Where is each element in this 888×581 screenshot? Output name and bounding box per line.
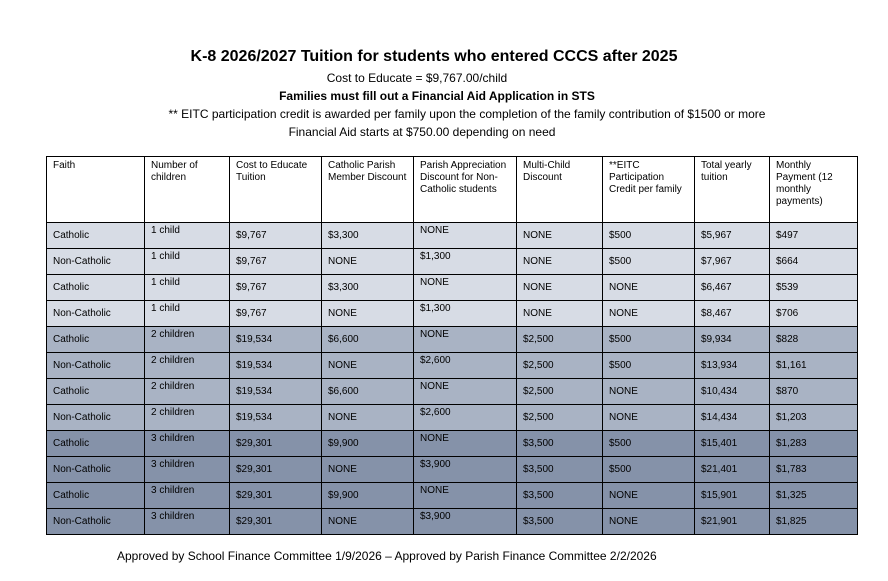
table-cell: 1 child <box>145 275 230 301</box>
table-cell: NONE <box>322 457 414 483</box>
table-cell: $3,300 <box>322 275 414 301</box>
table-row <box>47 405 858 431</box>
table-cell: $1,203 <box>770 405 858 431</box>
table-cell: $1,161 <box>770 353 858 379</box>
table-cell: 2 children <box>145 353 230 379</box>
table-cell: Catholic <box>47 327 145 353</box>
table-cell: $5,967 <box>695 223 770 249</box>
col-faith: Faith <box>47 157 145 223</box>
col-catholic-parish-discount: Catholic Parish Member Discount <box>322 157 414 223</box>
table-cell: $870 <box>770 379 858 405</box>
table-cell: $2,600 <box>414 405 517 431</box>
table-cell: Non-Catholic <box>47 301 145 327</box>
financial-aid-requirement: Families must fill out a Financial Aid Application in STS <box>279 89 595 103</box>
table-cell: NONE <box>603 509 695 535</box>
table-cell: $500 <box>603 431 695 457</box>
table-cell: $15,901 <box>695 483 770 509</box>
table-cell: NONE <box>414 275 517 301</box>
table-cell: $539 <box>770 275 858 301</box>
table-cell: $1,825 <box>770 509 858 535</box>
table-cell: 1 child <box>145 249 230 275</box>
table-cell: $500 <box>603 223 695 249</box>
table-cell: NONE <box>414 223 517 249</box>
table-row <box>47 353 858 379</box>
table-cell: Non-Catholic <box>47 249 145 275</box>
table-cell: $500 <box>603 457 695 483</box>
table-cell: 1 child <box>145 223 230 249</box>
table-cell: $2,500 <box>517 405 603 431</box>
table-cell: $15,401 <box>695 431 770 457</box>
col-monthly-payment: Monthly Payment (12 monthly payments) <box>770 157 858 223</box>
table-cell: $3,300 <box>322 223 414 249</box>
table-cell: $1,783 <box>770 457 858 483</box>
table-cell: $9,767 <box>230 275 322 301</box>
table-cell: $2,600 <box>414 353 517 379</box>
col-parish-appreciation-discount: Parish Appreciation Discount for Non-Catholic students <box>414 157 517 223</box>
table-cell: $19,534 <box>230 379 322 405</box>
table-row <box>47 379 858 405</box>
table-cell: $10,434 <box>695 379 770 405</box>
table-cell: $3,900 <box>414 457 517 483</box>
table-cell: $6,600 <box>322 379 414 405</box>
table-cell: Non-Catholic <box>47 405 145 431</box>
table-cell: $3,500 <box>517 483 603 509</box>
table-cell: NONE <box>414 483 517 509</box>
table-cell: $9,767 <box>230 301 322 327</box>
table-cell: $9,767 <box>230 249 322 275</box>
table-cell: NONE <box>517 223 603 249</box>
table-cell: $9,767 <box>230 223 322 249</box>
col-number-of-children: Number of children <box>145 157 230 223</box>
table-cell: NONE <box>414 327 517 353</box>
table-cell: NONE <box>322 353 414 379</box>
table-cell: Catholic <box>47 483 145 509</box>
table-row <box>47 483 858 509</box>
table-cell: $500 <box>603 249 695 275</box>
table-cell: 2 children <box>145 379 230 405</box>
approval-footer: Approved by School Finance Committee 1/9/2026 – Approved by Parish Finance Committee 2/2/2026 <box>117 549 657 563</box>
table-cell: $9,900 <box>322 431 414 457</box>
table-cell: $3,500 <box>517 431 603 457</box>
table-cell: 2 children <box>145 327 230 353</box>
table-cell: $2,500 <box>517 379 603 405</box>
table-cell: NONE <box>414 379 517 405</box>
table-cell: NONE <box>517 249 603 275</box>
table-cell: $664 <box>770 249 858 275</box>
table-cell: Non-Catholic <box>47 457 145 483</box>
table-row <box>47 275 858 301</box>
table-cell: NONE <box>322 405 414 431</box>
table-cell: $8,467 <box>695 301 770 327</box>
table-cell: $9,900 <box>322 483 414 509</box>
table-row <box>47 457 858 483</box>
eitc-note: ** EITC participation credit is awarded per family upon the completion of the family contribution of $1500 or more <box>168 107 766 121</box>
page-title: K-8 2026/2027 Tuition for students who entered CCCS after 2025 <box>190 48 678 65</box>
col-eitc-credit: **EITC Participation Credit per family <box>603 157 695 223</box>
table-cell: NONE <box>322 301 414 327</box>
table-cell: $1,325 <box>770 483 858 509</box>
table-cell: NONE <box>517 301 603 327</box>
table-row <box>47 431 858 457</box>
table-row <box>47 223 858 249</box>
table-cell: 1 child <box>145 301 230 327</box>
tuition-table <box>46 156 858 535</box>
table-cell: Non-Catholic <box>47 353 145 379</box>
table-row <box>47 327 858 353</box>
table-cell: $2,500 <box>517 353 603 379</box>
col-multi-child-discount: Multi-Child Discount <box>517 157 603 223</box>
table-row <box>47 249 858 275</box>
col-cost-to-educate: Cost to Educate Tuition <box>230 157 322 223</box>
table-cell: $29,301 <box>230 509 322 535</box>
table-cell: NONE <box>603 379 695 405</box>
table-cell: NONE <box>603 405 695 431</box>
table-cell: $19,534 <box>230 353 322 379</box>
table-cell: Catholic <box>47 223 145 249</box>
table-cell: $1,283 <box>770 431 858 457</box>
table-cell: Catholic <box>47 275 145 301</box>
table-cell: $6,467 <box>695 275 770 301</box>
table-cell: $14,434 <box>695 405 770 431</box>
table-row <box>47 509 858 535</box>
table-cell: $21,401 <box>695 457 770 483</box>
table-cell: 3 children <box>145 509 230 535</box>
table-cell: NONE <box>517 275 603 301</box>
table-cell: $19,534 <box>230 405 322 431</box>
table-cell: $1,300 <box>414 301 517 327</box>
table-cell: $9,934 <box>695 327 770 353</box>
table-cell: 3 children <box>145 483 230 509</box>
table-cell: $21,901 <box>695 509 770 535</box>
table-cell: $3,900 <box>414 509 517 535</box>
table-cell: Catholic <box>47 431 145 457</box>
table-cell: $29,301 <box>230 457 322 483</box>
table-cell: $706 <box>770 301 858 327</box>
table-cell: $500 <box>603 353 695 379</box>
cost-to-educate-line: Cost to Educate = $9,767.00/child <box>326 71 508 85</box>
table-cell: 3 children <box>145 457 230 483</box>
table-header-row <box>47 157 858 223</box>
table-cell: Non-Catholic <box>47 509 145 535</box>
table-cell: Catholic <box>47 379 145 405</box>
table-cell: $6,600 <box>322 327 414 353</box>
table-cell: $1,300 <box>414 249 517 275</box>
table-cell: $500 <box>603 327 695 353</box>
table-cell: 3 children <box>145 431 230 457</box>
table-cell: $7,967 <box>695 249 770 275</box>
table-cell: $13,934 <box>695 353 770 379</box>
table-cell: $497 <box>770 223 858 249</box>
table-cell: NONE <box>603 301 695 327</box>
table-cell: NONE <box>603 483 695 509</box>
table-cell: NONE <box>322 249 414 275</box>
table-cell: $29,301 <box>230 483 322 509</box>
table-row <box>47 301 858 327</box>
table-cell: NONE <box>322 509 414 535</box>
table-cell: 2 children <box>145 405 230 431</box>
table-cell: NONE <box>603 275 695 301</box>
col-total-yearly-tuition: Total yearly tuition <box>695 157 770 223</box>
table-cell: NONE <box>414 431 517 457</box>
table-cell: $3,500 <box>517 509 603 535</box>
table-cell: $19,534 <box>230 327 322 353</box>
table-cell: $3,500 <box>517 457 603 483</box>
table-cell: $29,301 <box>230 431 322 457</box>
table-cell: $828 <box>770 327 858 353</box>
financial-aid-start: Financial Aid starts at $750.00 depending on need <box>288 125 556 139</box>
table-cell: $2,500 <box>517 327 603 353</box>
